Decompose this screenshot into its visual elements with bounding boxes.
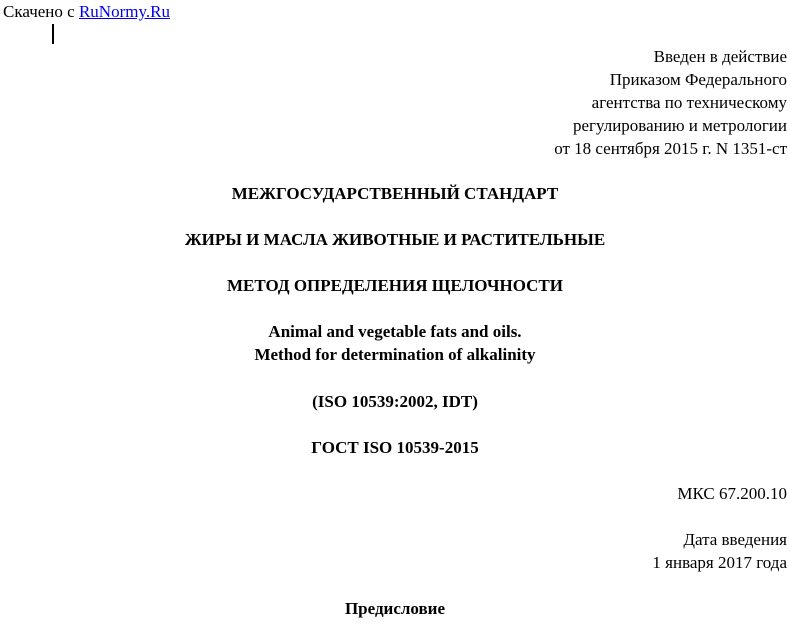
source-prefix: Скачено с — [3, 2, 79, 21]
standard-type-heading: МЕЖГОСУДАРСТВЕННЫЙ СТАНДАРТ — [231, 184, 559, 203]
subject-heading: ЖИРЫ И МАСЛА ЖИВОТНЫЕ И РАСТИТЕЛЬНЫЕ — [184, 230, 606, 249]
source-link[interactable]: RuNormy.Ru — [78, 2, 170, 21]
source-line — [3, 0, 170, 23]
enacted-block — [554, 45, 787, 160]
enacted-line-5: от 18 сентября 2015 г. N 1351-ст — [554, 139, 787, 158]
english-title-line-1: Animal and vegetable fats and oils. — [268, 322, 522, 341]
enacted-line-2: Приказом Федерального — [609, 70, 787, 89]
intro-date-label: Дата введения — [683, 530, 787, 549]
text-cursor — [52, 24, 54, 44]
english-title-line-2: Method for determination of alkalinity — [254, 345, 536, 364]
enacted-line-1: Введен в действие — [653, 47, 787, 66]
enacted-line-3: агентства по техническому — [591, 93, 787, 112]
mks-code: МКС 67.200.10 — [677, 484, 787, 503]
method-heading: МЕТОД ОПРЕДЕЛЕНИЯ ЩЕЛОЧНОСТИ — [227, 276, 563, 295]
intro-date-value: 1 января 2017 года — [652, 553, 787, 572]
enacted-line-4: регулированию и метрологии — [572, 116, 787, 135]
gost-designation: ГОСТ ISO 10539-2015 — [311, 438, 479, 457]
iso-reference: (ISO 10539:2002, IDT) — [312, 392, 478, 411]
preface-heading: Предисловие — [344, 599, 446, 618]
